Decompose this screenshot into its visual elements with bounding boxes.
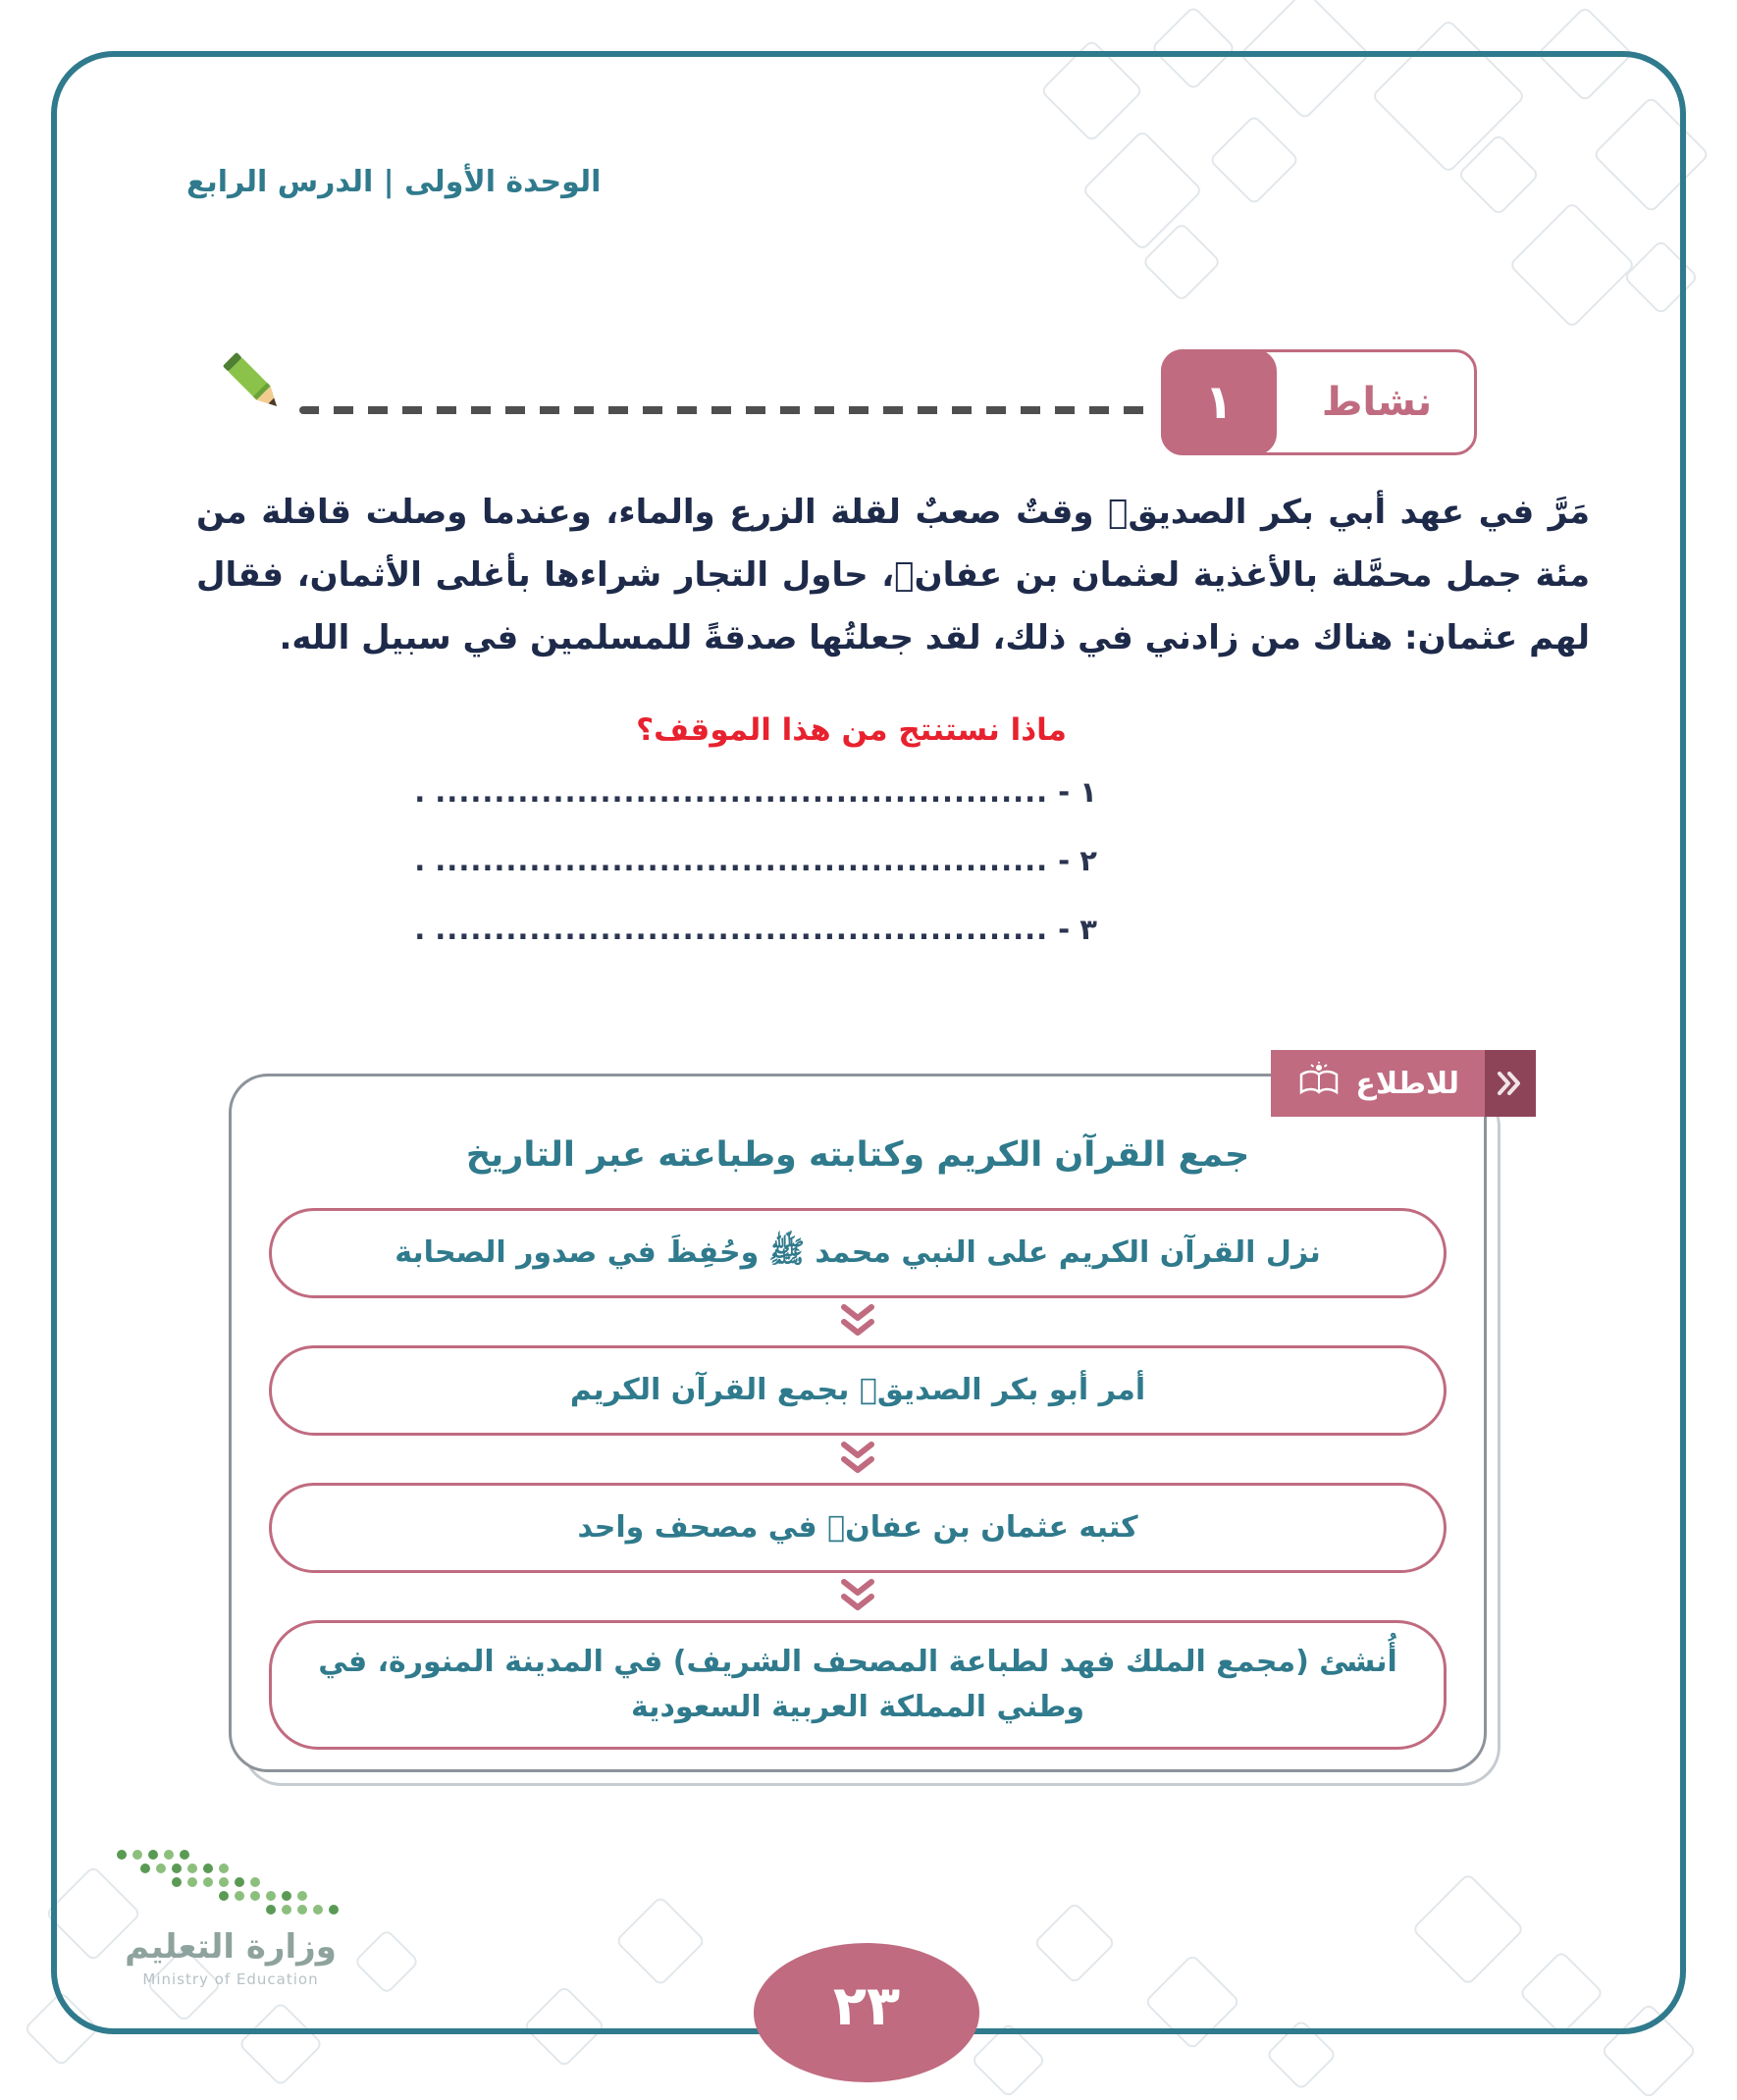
answer-blank[interactable]: .................................................... — [435, 913, 1049, 946]
activity-header — [1161, 349, 1477, 455]
activity-label: نشاط — [1321, 380, 1433, 425]
decor-square — [1592, 95, 1710, 213]
answer-line-1 — [414, 775, 1097, 809]
info-tab-main — [1271, 1050, 1485, 1117]
chevron-down-icon — [838, 1441, 877, 1478]
answer-line-2 — [414, 844, 1097, 877]
answer-line-end: . — [414, 775, 426, 809]
step-1: نزل القرآن الكريم على النبي محمد ﷺ وحُفِظَ في صدور الصحابة — [269, 1208, 1447, 1298]
activity-dashed-line — [299, 406, 1158, 414]
decor-square — [1208, 114, 1299, 205]
answer-number: ١ - — [1058, 775, 1097, 809]
step-3: كتبه عثمان بن عفانؓ في مصحف واحد — [269, 1483, 1447, 1573]
ministry-name-arabic: وزارة التعليم — [125, 1927, 337, 1967]
decor-square — [523, 1985, 606, 2069]
chevron-down-icon — [838, 1303, 877, 1340]
answer-line-end: . — [414, 913, 426, 946]
answer-number: ٣ - — [1058, 913, 1097, 946]
decor-square — [237, 2001, 324, 2087]
ministry-name-english: Ministry of Education — [142, 1970, 319, 1988]
answer-lines — [414, 775, 1097, 981]
info-box — [229, 1074, 1487, 1772]
info-tab — [1271, 1050, 1536, 1117]
answer-blank[interactable]: .................................................... — [435, 844, 1049, 877]
decor-square — [971, 2022, 1047, 2099]
activity-number-badge: ١ — [1161, 349, 1277, 455]
decor-square — [1144, 1954, 1241, 2051]
chevron-down-icon — [838, 1578, 877, 1615]
activity-paragraph: مَرَّ في عهد أبي بكر الصديقؓ وقتٌ صعبٌ لقلة الزرع والماء، وعندما وصلت قافلة من مئة جمل محمَّلة بالأغذية لعثمان بن عفانؓ، حاول التجار شراءها بأغلى الأثمان، فقال لهم عثمان: هناك من زادني في ذلك، لقد جعلتُها صدقةً للمسلمين في سبيل الله. — [196, 493, 1590, 657]
answer-number: ٢ - — [1058, 844, 1097, 877]
decor-square — [1265, 2019, 1338, 2091]
step-4: أُنشئ (مجمع الملك فهد لطباعة المصحف الشريف) في المدينة المنورة، في وطني المملكة العربية السعودية — [269, 1620, 1447, 1750]
decor-square — [1623, 239, 1700, 316]
answer-line-end: . — [414, 844, 426, 877]
pencil-icon — [208, 341, 298, 436]
unit-lesson-header: الوحدة الأولى | الدرس الرابع — [186, 165, 602, 199]
step-2: أمر أبو بكر الصديقؓ بجمع القرآن الكريم — [269, 1345, 1447, 1436]
decor-square — [1150, 5, 1237, 91]
answer-blank[interactable]: .................................................... — [435, 775, 1049, 809]
info-box-title: جمع القرآن الكريم وكتابته وطباعته عبر التاريخ — [465, 1135, 1250, 1175]
decor-square — [1033, 1902, 1117, 1985]
book-lamp-icon — [1296, 1062, 1342, 1105]
quran-history-steps — [232, 1175, 1484, 1750]
decor-square — [1411, 1872, 1525, 1986]
ministry-dots-icon — [108, 1845, 353, 1921]
activity-question: ماذا نستنتج من هذا الموقف؟ — [636, 712, 1067, 748]
page-number-badge: ٢٣ — [754, 1943, 979, 2082]
ministry-logo — [93, 1845, 368, 1988]
decor-square — [24, 1991, 100, 2068]
decor-square — [1537, 6, 1634, 103]
decor-square — [1238, 0, 1370, 121]
decor-square — [1508, 201, 1636, 329]
answer-line-3 — [414, 913, 1097, 946]
decor-square — [614, 1895, 706, 1986]
info-tab-label: للاطلاع — [1355, 1066, 1459, 1101]
ribbon-chevrons-icon — [1485, 1050, 1536, 1117]
decor-square — [1039, 38, 1143, 142]
decor-square — [1518, 1950, 1605, 2036]
